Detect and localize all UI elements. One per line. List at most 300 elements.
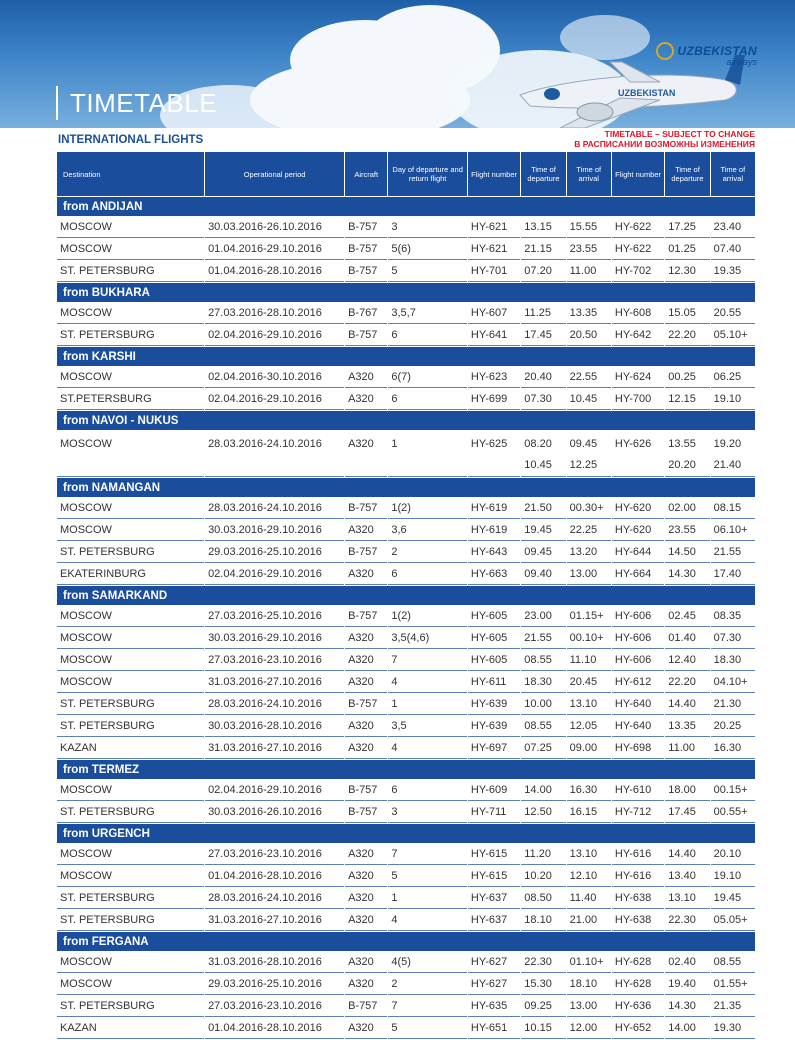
table-cell: A320 [345,520,387,541]
table-cell: 10.00 [521,694,565,715]
table-cell: ST. PETERSBURG [57,325,204,346]
table-cell: 08.15 [711,498,755,519]
col-days: Day of departure and return flight [388,152,467,196]
table-cell: HY-636 [612,996,664,1017]
table-cell: 6 [388,780,467,801]
table-row [57,910,755,931]
table-cell: 16.30 [567,780,611,801]
table-cell: HY-643 [468,542,520,563]
table-cell: B-757 [345,217,387,238]
group-label: from FERGANA [57,932,755,951]
timetable [56,151,756,1040]
table-cell: 31.03.2016-27.10.2016 [205,672,344,693]
table-cell: HY-615 [468,844,520,865]
table-row [57,325,755,346]
table-cell: MOSCOW [57,606,204,627]
table-cell: HY-623 [468,367,520,388]
table-cell: HY-620 [612,520,664,541]
table-cell: HY-620 [612,498,664,519]
table-cell: MOSCOW [57,498,204,519]
brand-logo [678,44,757,67]
table-cell: 13.00 [567,564,611,585]
table-cell: 18.00 [665,780,709,801]
table-cell: 3 [388,217,467,238]
table-cell: HY-652 [612,1018,664,1039]
table-cell: 01.25 [665,239,709,260]
table-cell: B-757 [345,542,387,563]
table-row [57,650,755,671]
table-cell: A320 [345,564,387,585]
table-cell: 11.40 [567,888,611,909]
table-row [57,694,755,715]
group-label: from NAVOI - NUKUS [57,411,755,430]
table-cell: HY-712 [612,802,664,823]
table-cell: 08.55 [521,650,565,671]
table-cell: 21.30 [711,694,755,715]
timetable-body [57,197,755,1039]
table-cell: 07.25 [521,738,565,759]
group-header-row [57,760,755,779]
table-cell: HY-605 [468,628,520,649]
table-row [57,802,755,823]
table-cell: HY-624 [612,367,664,388]
table-cell: HY-711 [468,802,520,823]
table-cell: 09.25 [521,996,565,1017]
change-notice [574,129,755,149]
table-row [57,996,755,1017]
table-cell: 23.00 [521,606,565,627]
table-cell: HY-637 [468,888,520,909]
table-cell: 23.55 [567,239,611,260]
table-cell: 11.10 [567,650,611,671]
page-title: TIMETABLE [70,88,218,118]
table-cell: 21.35 [711,996,755,1017]
table-cell: 13.20 [567,542,611,563]
table-cell: 27.03.2016-23.10.2016 [205,844,344,865]
table-cell: 23.55 [665,520,709,541]
table-cell: 21.00 [567,910,611,931]
table-cell: HY-605 [468,606,520,627]
table-cell: HY-637 [468,910,520,931]
table-cell: 01.04.2016-28.10.2016 [205,261,344,282]
table-cell: 19.10 [711,866,755,887]
group-header-row [57,283,755,302]
table-cell: 13.10 [665,888,709,909]
table-cell: 01.04.2016-28.10.2016 [205,866,344,887]
table-cell: 20.40 [521,367,565,388]
table-cell: 6 [388,325,467,346]
table-cell: HY-621 [468,239,520,260]
table-cell: 15.05 [665,303,709,324]
table-cell: 5 [388,261,467,282]
table-cell: B-757 [345,239,387,260]
table-cell: 08.50 [521,888,565,909]
table-cell: 12.30 [665,261,709,282]
table-cell: 5 [388,866,467,887]
table-cell: A320 [345,716,387,737]
table-cell: HY-607 [468,303,520,324]
table-cell: 14.00 [665,1018,709,1039]
table-cell: 11.25 [521,303,565,324]
table-cell: 14.50 [665,542,709,563]
table-cell: 17.40 [711,564,755,585]
table-cell: B-757 [345,606,387,627]
table-cell: 6(7) [388,367,467,388]
col-aircraft: Aircraft [345,152,387,196]
table-cell: 28.03.2016-24.10.2016 [205,888,344,909]
group-header-row [57,347,755,366]
table-cell: ST.PETERSBURG [57,389,204,410]
table-cell: MOSCOW [57,672,204,693]
table-row [57,542,755,563]
table-cell: 22.20 [665,325,709,346]
notice-english: TIMETABLE – SUBJECT TO CHANGE [604,129,755,139]
table-cell: MOSCOW [57,628,204,649]
table-cell: 17.45 [521,325,565,346]
table-cell: 1(2) [388,606,467,627]
table-cell: 20.45 [567,672,611,693]
table-cell: HY-699 [468,389,520,410]
table-cell: 07.20 [521,261,565,282]
table-cell: 7 [388,996,467,1017]
group-label: from ANDIJAN [57,197,755,216]
table-cell: 2 [388,542,467,563]
table-cell: 30.03.2016-29.10.2016 [205,628,344,649]
table-row [57,1018,755,1039]
table-cell: 1 [388,888,467,909]
table-cell: 30.03.2016-29.10.2016 [205,520,344,541]
table-cell: MOSCOW [57,974,204,995]
svg-text:UZBEKISTAN: UZBEKISTAN [618,88,676,98]
table-cell: A320 [345,389,387,410]
table-cell: 01.40 [665,628,709,649]
table-cell: HY-619 [468,520,520,541]
table-cell: A320 [345,628,387,649]
table-cell: 01.10+ [567,952,611,973]
table-cell: HY-606 [612,650,664,671]
table-cell: HY-663 [468,564,520,585]
table-row [57,866,755,887]
group-header-row [57,411,755,430]
table-cell: 23.40 [711,217,755,238]
table-cell: 11.00 [665,738,709,759]
table-cell: HY-627 [468,974,520,995]
table-cell: 30.03.2016-26.10.2016 [205,217,344,238]
table-cell: 12.40 [665,650,709,671]
logo-emblem-icon [656,42,674,60]
table-cell: 20.55 [711,303,755,324]
table-cell: 5(6) [388,239,467,260]
table-cell: 20.25 [711,716,755,737]
table-cell: HY-615 [468,866,520,887]
table-row [57,672,755,693]
table-cell: 27.03.2016-25.10.2016 [205,606,344,627]
table-cell: 02.04.2016-29.10.2016 [205,780,344,801]
table-row [57,498,755,519]
table-cell: 14.30 [665,996,709,1017]
table-cell: 12.00 [567,1018,611,1039]
table-cell: HY-619 [468,498,520,519]
table-cell: 28.03.2016-24.10.2016 [205,694,344,715]
table-cell: ST. PETERSBURG [57,802,204,823]
table-cell: 31.03.2016-27.10.2016 [205,738,344,759]
table-cell: 1(2) [388,498,467,519]
table-cell: 16.30 [711,738,755,759]
table-cell: B-757 [345,780,387,801]
table-cell: HY-621 [468,217,520,238]
table-cell: B-767 [345,303,387,324]
table-row [57,628,755,649]
table-cell: B-757 [345,996,387,1017]
table-cell: 13.35 [567,303,611,324]
table-cell: 09.45 12.25 [567,431,611,477]
table-cell: HY-701 [468,261,520,282]
table-row [57,431,755,477]
table-cell: B-757 [345,694,387,715]
table-cell: 22.30 [665,910,709,931]
table-cell: 02.04.2016-29.10.2016 [205,389,344,410]
table-row [57,974,755,995]
table-cell: ST. PETERSBURG [57,694,204,715]
table-cell: 20.50 [567,325,611,346]
table-cell: 02.04.2016-29.10.2016 [205,564,344,585]
table-cell: 07.40 [711,239,755,260]
group-label: from BUKHARA [57,283,755,302]
table-cell: A320 [345,888,387,909]
table-cell: 08.20 10.45 [521,431,565,477]
table-cell: 18.30 [711,650,755,671]
table-cell: 09.00 [567,738,611,759]
table-cell: 29.03.2016-25.10.2016 [205,542,344,563]
table-cell: 11.20 [521,844,565,865]
table-cell: 10.45 [567,389,611,410]
table-cell: 13.35 [665,716,709,737]
table-cell: 27.03.2016-28.10.2016 [205,303,344,324]
table-cell: 19.10 [711,389,755,410]
table-cell: 17.45 [665,802,709,823]
table-cell: HY-700 [612,389,664,410]
table-cell: A320 [345,866,387,887]
col-dep-ret: Time of departure [665,152,709,196]
table-cell: 18.10 [521,910,565,931]
table-cell: B-757 [345,261,387,282]
table-cell: 7 [388,844,467,865]
group-header-row [57,824,755,843]
table-cell: HY-640 [612,694,664,715]
table-cell: HY-606 [612,606,664,627]
table-cell: 01.04.2016-29.10.2016 [205,239,344,260]
table-cell: 01.04.2016-28.10.2016 [205,1018,344,1039]
table-cell: 02.45 [665,606,709,627]
table-cell: 4 [388,910,467,931]
table-cell: 18.10 [567,974,611,995]
table-cell: 19.20 21.40 [711,431,755,477]
table-cell: ST. PETERSBURG [57,716,204,737]
group-label: from TERMEZ [57,760,755,779]
table-cell: MOSCOW [57,367,204,388]
table-cell: 15.55 [567,217,611,238]
table-cell: KAZAN [57,738,204,759]
table-cell: 12.15 [665,389,709,410]
table-cell: 21.15 [521,239,565,260]
table-cell: MOSCOW [57,952,204,973]
header-banner [0,0,795,128]
table-cell: 16.15 [567,802,611,823]
table-cell: A320 [345,738,387,759]
table-cell: 28.03.2016-24.10.2016 [205,498,344,519]
table-cell: 12.05 [567,716,611,737]
table-row [57,217,755,238]
table-cell: 02.04.2016-29.10.2016 [205,325,344,346]
table-cell: 19.45 [711,888,755,909]
section-heading: INTERNATIONAL FLIGHTS [58,134,204,146]
table-cell: 11.00 [567,261,611,282]
table-cell: 6 [388,389,467,410]
table-cell: HY-697 [468,738,520,759]
table-cell: 02.40 [665,952,709,973]
table-cell: ST. PETERSBURG [57,261,204,282]
table-cell: 18.30 [521,672,565,693]
table-cell: MOSCOW [57,303,204,324]
table-cell: 27.03.2016-23.10.2016 [205,996,344,1017]
table-cell: HY-628 [612,974,664,995]
table-cell: HY-606 [612,628,664,649]
col-dep-out: Time of departure [521,152,565,196]
table-cell: 4(5) [388,952,467,973]
table-cell: 00.25 [665,367,709,388]
table-cell: 22.55 [567,367,611,388]
table-cell: 13.15 [521,217,565,238]
table-cell: HY-610 [612,780,664,801]
table-cell: 08.35 [711,606,755,627]
table-row [57,520,755,541]
table-cell: 14.40 [665,694,709,715]
table-cell: 6 [388,564,467,585]
group-header-row [57,586,755,605]
table-cell: 3,5(4,6) [388,628,467,649]
table-cell: 27.03.2016-23.10.2016 [205,650,344,671]
table-cell: A320 [345,367,387,388]
table-cell: MOSCOW [57,520,204,541]
table-cell: ST. PETERSBURG [57,910,204,931]
table-cell: A320 [345,910,387,931]
table-cell: 02.00 [665,498,709,519]
table-cell: 13.55 20.20 [665,431,709,477]
table-cell: HY-616 [612,844,664,865]
table-cell: HY-627 [468,952,520,973]
group-header-row [57,197,755,216]
table-cell: HY-641 [468,325,520,346]
table-cell: HY-638 [612,888,664,909]
table-cell: 7 [388,650,467,671]
table-cell: 1 [388,694,467,715]
table-cell: 13.40 [665,866,709,887]
table-cell: HY-635 [468,996,520,1017]
table-row [57,716,755,737]
table-row [57,606,755,627]
table-row [57,239,755,260]
table-cell: HY-698 [612,738,664,759]
table-cell: HY-644 [612,542,664,563]
table-cell: 31.03.2016-27.10.2016 [205,910,344,931]
table-cell: A320 [345,952,387,973]
group-label: from URGENCH [57,824,755,843]
table-cell: ST. PETERSBURG [57,542,204,563]
table-cell: 29.03.2016-25.10.2016 [205,974,344,995]
table-cell: 00.55+ [711,802,755,823]
table-cell: 13.00 [567,996,611,1017]
col-flight-ret: Flight number [612,152,664,196]
table-cell: B-757 [345,325,387,346]
table-cell: 04.10+ [711,672,755,693]
table-cell: HY-608 [612,303,664,324]
table-cell: B-757 [345,802,387,823]
table-cell: 12.50 [521,802,565,823]
table-cell: 08.55 [711,952,755,973]
table-cell: A320 [345,431,387,477]
table-cell: 13.10 [567,694,611,715]
table-cell: 17.25 [665,217,709,238]
table-cell: HY-625 [468,431,520,477]
table-cell: 31.03.2016-28.10.2016 [205,952,344,973]
table-cell: 4 [388,738,467,759]
table-cell: 09.40 [521,564,565,585]
table-cell: 10.15 [521,1018,565,1039]
table-cell: HY-611 [468,672,520,693]
table-cell: 3 [388,802,467,823]
table-cell: 3,5,7 [388,303,467,324]
table-cell: 30.03.2016-28.10.2016 [205,716,344,737]
table-cell: 21.55 [521,628,565,649]
table-row [57,844,755,865]
table-cell: 19.40 [665,974,709,995]
table-cell: 14.30 [665,564,709,585]
table-cell: 5 [388,1018,467,1039]
table-cell: 4 [388,672,467,693]
table-cell: MOSCOW [57,239,204,260]
table-cell: 1 [388,431,467,477]
table-cell: ST. PETERSBURG [57,996,204,1017]
table-header-row [57,152,755,196]
col-flight-out: Flight number [468,152,520,196]
table-cell: HY-651 [468,1018,520,1039]
table-cell: MOSCOW [57,780,204,801]
col-arr-ret: Time of arrival [711,152,755,196]
table-cell: 28.03.2016-24.10.2016 [205,431,344,477]
table-cell: 08.55 [521,716,565,737]
table-cell: 01.55+ [711,974,755,995]
table-cell: HY-702 [612,261,664,282]
table-cell: HY-622 [612,217,664,238]
table-row [57,564,755,585]
table-cell: 22.20 [665,672,709,693]
table-cell: 19.30 [711,1018,755,1039]
table-cell: MOSCOW [57,217,204,238]
table-cell: A320 [345,974,387,995]
table-cell: 30.03.2016-26.10.2016 [205,802,344,823]
table-cell: 14.00 [521,780,565,801]
table-cell: 12.10 [567,866,611,887]
table-cell: HY-642 [612,325,664,346]
table-cell: 07.30 [521,389,565,410]
table-cell: 02.04.2016-30.10.2016 [205,367,344,388]
group-label: from NAMANGAN [57,478,755,497]
table-row [57,952,755,973]
table-cell: 3,6 [388,520,467,541]
table-cell: 3,5 [388,716,467,737]
table-cell: A320 [345,1018,387,1039]
table-cell: 00.15+ [711,780,755,801]
